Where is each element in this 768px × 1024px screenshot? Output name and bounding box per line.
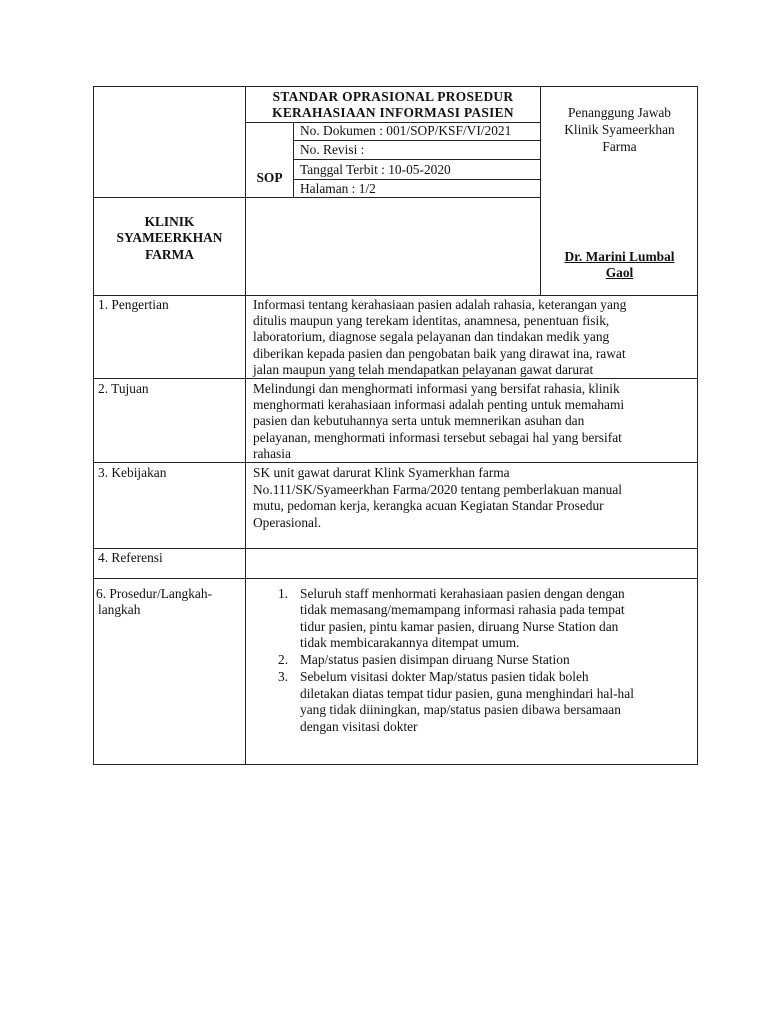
responsible-line-2: Klinik Syameerkhan bbox=[564, 122, 675, 137]
signer-name-line-2: Gaol bbox=[605, 265, 634, 280]
procedure-item-1-number: 1. bbox=[278, 586, 289, 601]
tujuan-line-1: Melindungi dan menghormati informasi yang bersifat rahasia, klinik bbox=[253, 381, 620, 396]
clinic-name-line-2: SYAMEERKHAN bbox=[116, 230, 223, 245]
sop-label: SOP bbox=[256, 170, 283, 185]
section-label-prosedur-1: 6. Prosedur/Langkah- bbox=[96, 586, 213, 601]
procedure-item-2-line-1: Map/status pasien disimpan diruang Nurse Station bbox=[300, 652, 570, 667]
section-label-tujuan: 2. Tujuan bbox=[98, 381, 149, 396]
clinic-name-line-1: KLINIK bbox=[144, 214, 195, 229]
kebijakan-line-2: No.111/SK/Syameerkhan Farma/2020 tentang pemberlakuan manual bbox=[253, 482, 623, 497]
col-divider-left bbox=[245, 86, 246, 765]
section-label-pengertian: 1. Pengertian bbox=[98, 297, 169, 312]
procedure-item-3-line-3: yang tidak diiningkan, map/status pasien dibawa bersamaan bbox=[300, 702, 621, 717]
pengertian-line-2: ditulis maupun yang terekam identitas, anamnesa, penentuan fisik, bbox=[253, 313, 610, 328]
pengertian-line-4: diberikan kepada pasien dan pengobatan baik yang dirawat ina, rawat bbox=[253, 346, 626, 361]
procedure-item-1-line-3: tidur pasien, pintu kamar pasien, diruang Nurse Station dan bbox=[300, 619, 619, 634]
page-number: Halaman : 1/2 bbox=[300, 181, 376, 196]
pengertian-line-1: Informasi tentang kerahasiaan pasien adalah rahasia, keterangan yang bbox=[253, 297, 627, 312]
tujuan-line-3: pasien dan kebutuhannya serta untuk memnerikan asuhan dan bbox=[253, 413, 585, 428]
signer-name-line-1: Dr. Marini Lumbal bbox=[564, 249, 675, 264]
revision-number: No. Revisi : bbox=[300, 142, 365, 157]
kebijakan-line-1: SK unit gawat darurat Klink Syamerkhan farma bbox=[253, 465, 510, 480]
doc-number: No. Dokumen : 001/SOP/KSF/VI/2021 bbox=[300, 123, 512, 138]
procedure-item-1-line-2: tidak memasang/memampang informasi rahasia pada tempat bbox=[300, 602, 625, 617]
row-line-pengertian bbox=[93, 378, 698, 379]
section-label-kebijakan: 3. Kebijakan bbox=[98, 465, 167, 480]
sop-title-line-2: KERAHASIAAN INFORMASI PASIEN bbox=[272, 105, 514, 120]
procedure-item-3-line-4: dengan visitasi dokter bbox=[300, 719, 418, 734]
clinic-name-line-3: FARMA bbox=[145, 247, 194, 262]
header-mid-line bbox=[93, 197, 540, 198]
pengertian-line-5: jalan maupun yang telah mendapatkan pelayanan gawat darurat bbox=[253, 362, 594, 377]
kebijakan-line-4: Operasional. bbox=[253, 515, 322, 530]
issue-date: Tanggal Terbit : 10-05-2020 bbox=[300, 162, 451, 177]
row-line-referensi bbox=[93, 578, 698, 579]
tujuan-line-2: menghormati kerahasiaan informasi adalah penting untuk memahami bbox=[253, 397, 625, 412]
tujuan-line-4: pelayanan, menghormati informasi tersebut sebagai hal yang bersifat bbox=[253, 430, 622, 445]
kebijakan-line-3: mutu, pedoman kerja, kerangka acuan Kegiatan Standar Prosedur bbox=[253, 498, 604, 513]
procedure-item-3-number: 3. bbox=[278, 669, 289, 684]
pengertian-line-3: laboratorium, diagnose segala pelayanan dan tindakan medik yang bbox=[253, 329, 610, 344]
section-label-prosedur-2: langkah bbox=[98, 602, 141, 617]
procedure-item-3-line-2: diletakan diatas tempat tidur pasien, guna menghindari hal-hal bbox=[300, 686, 634, 701]
responsible-line-1: Penanggung Jawab bbox=[567, 105, 671, 120]
procedure-item-3-line-1: Sebelum visitasi dokter Map/status pasien tidak boleh bbox=[300, 669, 589, 684]
procedure-item-1-line-1: Seluruh staff menhormati kerahasiaan pasien dengan dengan bbox=[300, 586, 625, 601]
tujuan-line-5: rahasia bbox=[253, 446, 291, 461]
row-line-tujuan bbox=[93, 462, 698, 463]
responsible-line-3: Farma bbox=[602, 139, 637, 154]
meta-row-line-2 bbox=[293, 159, 540, 160]
procedure-item-1-line-4: tidak membicarakannya ditempat umum. bbox=[300, 635, 520, 650]
section-label-referensi: 4. Referensi bbox=[98, 550, 163, 565]
sop-title-line-1: STANDAR OPRASIONAL PROSEDUR bbox=[272, 89, 514, 104]
procedure-item-2-number: 2. bbox=[278, 652, 289, 667]
row-line-kebijakan bbox=[93, 548, 698, 549]
